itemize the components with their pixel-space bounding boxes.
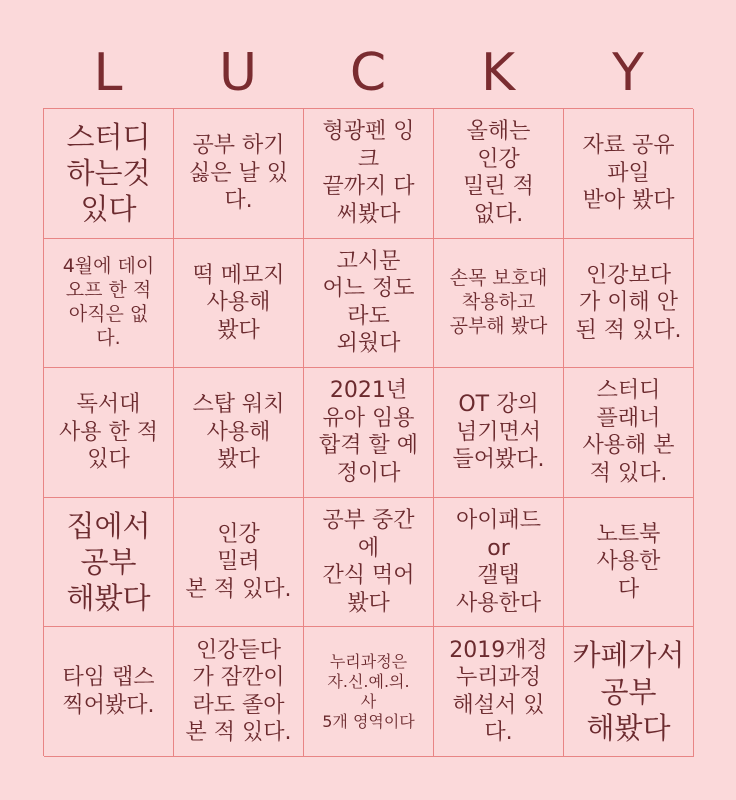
- bingo-cell-r5c1[interactable]: 타임 랩스 찍어봤다.: [44, 627, 174, 757]
- bingo-cell-r5c5[interactable]: 카페가서 공부 해봤다: [564, 627, 694, 757]
- header-letter-k: K: [480, 43, 516, 103]
- bingo-cell-r4c5[interactable]: 노트북 사용한 다: [564, 498, 694, 628]
- bingo-cell-r5c2[interactable]: 인강듣다 가 잠깐이 라도 졸아 본 적 있다.: [174, 627, 304, 757]
- bingo-cell-r4c2[interactable]: 인강 밀려 본 적 있다.: [174, 498, 304, 628]
- bingo-header: [43, 38, 693, 108]
- bingo-cell-r3c5[interactable]: 스터디 플래너 사용해 본 적 있다.: [564, 368, 694, 498]
- bingo-cell-r2c2[interactable]: 떡 메모지 사용해 봤다: [174, 239, 304, 369]
- bingo-cell-r1c5[interactable]: 자료 공유 파일 받아 봤다: [564, 109, 694, 239]
- bingo-cell-r1c4[interactable]: 올해는 인강 밀린 적 없다.: [434, 109, 564, 239]
- bingo-cell-r4c4[interactable]: 아이패드 or 갤탭 사용한다: [434, 498, 564, 628]
- header-letter-u: U: [218, 43, 258, 103]
- bingo-cell-r3c4[interactable]: OT 강의 넘기면서 들어봤다.: [434, 368, 564, 498]
- bingo-cell-r2c3[interactable]: 고시문 어느 정도 라도 외웠다: [304, 239, 434, 369]
- bingo-cell-r4c3[interactable]: 공부 중간 에 간식 먹어 봤다: [304, 498, 434, 628]
- header-letter-y: Y: [612, 43, 644, 103]
- bingo-cell-r5c3[interactable]: 누리과정은 자.신.예.의. 사 5개 영역이다: [304, 627, 434, 757]
- header-letter-l: L: [93, 43, 123, 103]
- bingo-cell-r3c1[interactable]: 독서대 사용 한 적 있다: [44, 368, 174, 498]
- bingo-cell-r5c4[interactable]: 2019개정 누리과정 해설서 있 다.: [434, 627, 564, 757]
- bingo-cell-r2c4[interactable]: 손목 보호대 착용하고 공부해 봤다: [434, 239, 564, 369]
- bingo-cell-r1c1[interactable]: 스터디 하는것 있다: [44, 109, 174, 239]
- bingo-cell-r3c3[interactable]: 2021년 유아 임용 합격 할 예 정이다: [304, 368, 434, 498]
- bingo-cell-r2c5[interactable]: 인강보다 가 이해 안 된 적 있다.: [564, 239, 694, 369]
- bingo-cell-r3c2[interactable]: 스탑 워치 사용해 봤다: [174, 368, 304, 498]
- bingo-cell-r1c2[interactable]: 공부 하기 싫은 날 있 다.: [174, 109, 304, 239]
- header-letter-c: C: [349, 43, 387, 103]
- bingo-cell-r2c1[interactable]: 4월에 데이 오프 한 적 아직은 없 다.: [44, 239, 174, 369]
- bingo-cell-r4c1[interactable]: 집에서 공부 해봤다: [44, 498, 174, 628]
- bingo-board: [43, 108, 693, 756]
- bingo-cell-r1c3[interactable]: 형광펜 잉 크 끝까지 다 써봤다: [304, 109, 434, 239]
